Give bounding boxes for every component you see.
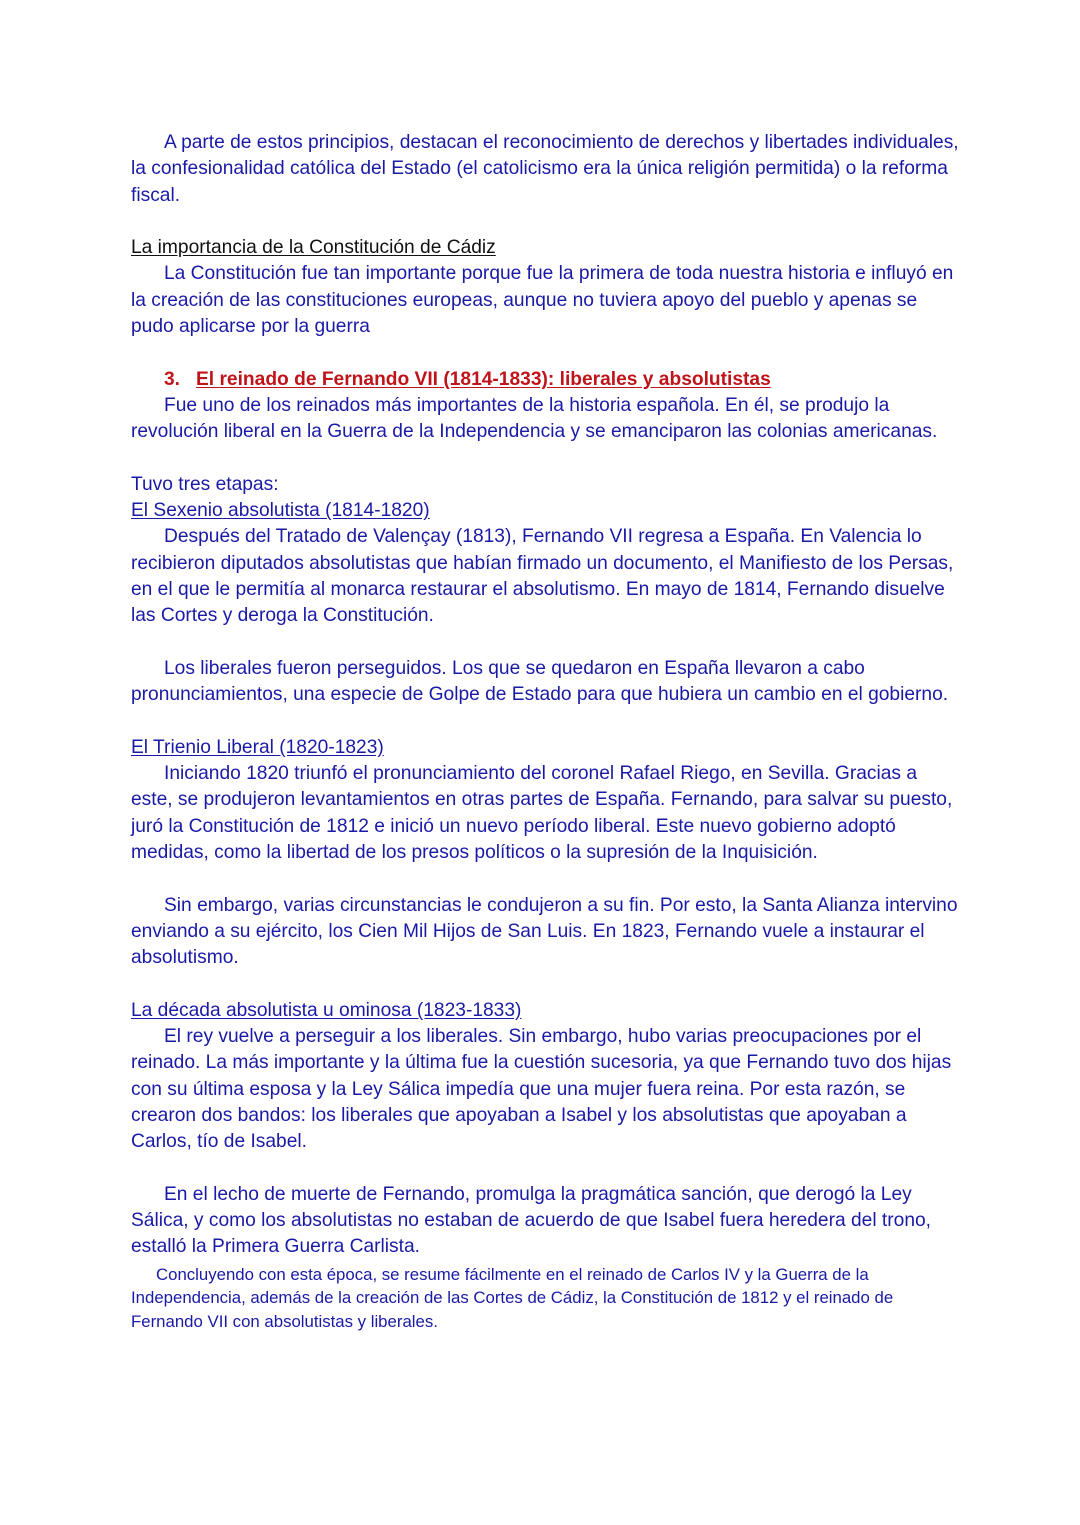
sexenio-heading: El Sexenio absolutista (1814-1820): [131, 500, 430, 522]
spacer: [131, 1156, 961, 1182]
document-page: [131, 130, 961, 1333]
decada-heading: La década absolutista u ominosa (1823-1833): [131, 999, 522, 1021]
trienio-heading: El Trienio Liberal (1820-1823): [131, 736, 384, 758]
stages-intro: Tuvo tres etapas:: [131, 473, 279, 495]
sexenio-paragraph-1: Después del Tratado de Valençay (1813), Fernando VII regresa a España. En Valencia lo recibieron diputados absolutistas que habían firmado un documento, el Manifiesto de los Persas, en el que le permitía al monarca restaurar el absolutismo. En mayo de 1814, Fernando disuelve las Cortes y deroga la Constitución.: [131, 526, 954, 627]
spacer: [131, 709, 961, 735]
section-3-paragraph: Fue uno de los reinados más importantes de la historia española. En él, se produjo la revolución liberal en la Guerra de la Independencia y se emanciparon las colonias americanas.: [131, 394, 938, 443]
spacer: [131, 340, 961, 366]
section-title: El reinado de Fernando VII (1814-1833): liberales y absolutistas: [196, 368, 771, 390]
section-number: 3.: [164, 368, 181, 390]
spacer: [131, 209, 961, 235]
section-3-heading: [131, 367, 961, 393]
spacer: [131, 866, 961, 892]
decada-paragraph-1: El rey vuelve a perseguir a los liberales. Sin embargo, hubo varias preocupaciones por el reinado. La más importante y la última fue la cuestión sucesoria, ya que Fernando tuvo dos hijas con su última esposa y la Ley Sálica impedía que una mujer fuera reina. Por esta razón, se crearon dos bandos: los liberales que apoyaban a Isabel y los absolutistas que apoyaban a Carlos, tío de Isabel.: [131, 1026, 952, 1153]
intro-paragraph: A parte de estos principios, destacan el reconocimiento de derechos y libertades individuales, la confesionalidad católica del Estado (el catolicismo era la única religión permitida) o la reforma fiscal.: [131, 132, 959, 206]
decada-paragraph-2: En el lecho de muerte de Fernando, promulga la pragmática sanción, que derogó la Ley Sálica, y como los absolutistas no estaban de acuerdo de que Isabel fuera heredera del trono, estalló la Primera Guerra Carlista.: [131, 1183, 931, 1258]
trienio-paragraph-1: Iniciando 1820 triunfó el pronunciamiento del coronel Rafael Riego, en Sevilla. Gracias a este, se produjeron levantamientos en otras partes de España. Fernando, para salvar su puesto, juró la Constitución de 1812 e inició un nuevo período liberal. Este nuevo gobierno adoptó medidas, como la libertad de los presos políticos o la supresión de la Inquisición.: [131, 763, 953, 864]
sexenio-paragraph-2: Los liberales fueron perseguidos. Los que se quedaron en España llevaron a cabo pronunciamientos, una especie de Golpe de Estado para que hubiera un cambio en el gobierno.: [131, 657, 949, 706]
conclusion-paragraph: Concluyendo con esta época, se resume fácilmente en el reinado de Carlos IV y la Guerra de la Independencia, además de la creación de las Cortes de Cádiz, la Constitución de 1812 y el reinado de Fernando VII con absolutistas y liberales.: [131, 1264, 894, 1331]
spacer: [131, 972, 961, 998]
spacer: [131, 446, 961, 472]
spacer: [131, 630, 961, 656]
importance-paragraph: La Constitución fue tan importante porque fue la primera de toda nuestra historia e influyó en la creación de las constituciones europeas, aunque no tuviera apoyo del pueblo y apenas se pudo aplicarse por la guerra: [131, 263, 954, 338]
importance-heading: La importancia de la Constitución de Cádiz: [131, 237, 496, 259]
trienio-paragraph-2: Sin embargo, varias circunstancias le condujeron a su fin. Por esto, la Santa Alianza intervino enviando a su ejército, los Cien Mil Hijos de San Luis. En 1823, Fernando vuele a instaurar el absolutismo.: [131, 894, 958, 969]
